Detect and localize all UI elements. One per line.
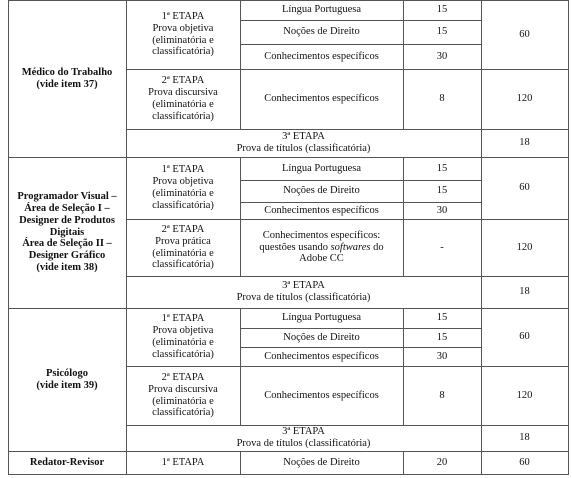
etapa-3-label: 3ª ETAPA Prova de títulos (classificatória) — [236, 131, 371, 154]
row-divider — [240, 20, 482, 21]
questoes-cell: 20 — [436, 456, 448, 468]
column-divider — [403, 308, 404, 425]
disciplina-cell — [240, 219, 403, 276]
row-divider — [126, 276, 569, 277]
row-divider — [240, 202, 482, 203]
cargo-name: Redator-Revisor — [29, 456, 105, 468]
etapa-2-label: 2ª ETAPA Prova discursiva (eliminatória e classificatória) — [148, 75, 218, 122]
column-divider — [240, 0, 241, 129]
questoes-cell: 30 — [436, 50, 448, 62]
questoes-cell: 30 — [436, 204, 448, 216]
cargo-name: Psicólogo (vide item 39) — [36, 367, 98, 391]
etapa-2-label: 2ª ETAPA Prova discursiva (eliminatória e classificatória) — [148, 371, 218, 419]
left-border — [8, 0, 9, 475]
row-divider — [126, 129, 569, 130]
etapa-3-label: 3ª ETAPA Prova de títulos (classificatória) — [236, 426, 371, 449]
disciplina-text-emphasis: softwares — [330, 241, 371, 253]
disciplina-text-start: Conhecimentos específicos: questões usando — [259, 229, 381, 253]
top-border — [8, 0, 569, 1]
questoes-cell: 8 — [439, 389, 445, 401]
bottom-border — [8, 474, 569, 475]
row-divider — [126, 425, 569, 426]
questoes-cell: - — [440, 241, 444, 253]
disciplina-cell: Língua Portuguesa — [281, 312, 362, 324]
column-divider — [481, 0, 482, 157]
column-divider — [481, 157, 482, 308]
questoes-cell: 15 — [436, 331, 448, 343]
column-divider — [240, 308, 241, 425]
questoes-cell: 15 — [436, 162, 448, 174]
column-divider — [240, 451, 241, 475]
disciplina-text-end: do Adobe CC — [299, 241, 384, 265]
tempo-cell: 18 — [519, 286, 530, 298]
tempo-cell: 60 — [519, 331, 530, 343]
disciplina-cell: Conhecimentos específicos — [264, 93, 379, 105]
column-divider — [403, 451, 404, 475]
disciplina-cell: Conhecimentos específicos — [264, 50, 379, 62]
questoes-cell: 15 — [436, 4, 448, 16]
row-divider — [126, 69, 569, 70]
tempo-cell: 60 — [519, 182, 530, 194]
row-divider — [126, 366, 569, 367]
disciplina-cell: Conhecimentos específicos — [264, 350, 379, 362]
row-divider — [240, 328, 482, 329]
etapa-1-label: 1ª ETAPA Prova objetiva (eliminatória e classificatória) — [152, 10, 214, 58]
column-divider — [403, 0, 404, 129]
cargo-name: Programador Visual – Área de Seleção I – Designer de Produtos Digitais Área de Seleção II – Designer Gráfico (vide item 38) — [17, 191, 117, 273]
column-divider — [403, 157, 404, 276]
etapa-1-label: 1ª ETAPA Prova objetiva (eliminatória e classificatória) — [152, 164, 214, 211]
tempo-cell: 60 — [519, 456, 530, 468]
tempo-cell: 120 — [516, 389, 533, 401]
questoes-cell: 30 — [436, 350, 448, 362]
row-divider — [240, 180, 482, 181]
etapa-1-label: 1ª ETAPA Prova objetiva (eliminatória e classificatória) — [152, 313, 214, 360]
questoes-cell: 8 — [439, 93, 445, 105]
column-divider — [240, 157, 241, 276]
disciplina-cell: Noções de Direito — [283, 26, 360, 38]
disciplina-cell: Língua Portuguesa — [281, 4, 362, 16]
column-divider — [481, 308, 482, 451]
questoes-cell: 15 — [436, 185, 448, 197]
row-divider — [240, 347, 482, 348]
disciplina-cell: Conhecimentos específicos — [264, 204, 379, 216]
disciplina-cell: Conhecimentos específicos — [264, 389, 379, 401]
disciplina-cell: Noções de Direito — [283, 456, 360, 468]
column-divider — [481, 451, 482, 475]
cargo-column-border — [126, 0, 127, 475]
disciplina-text — [259, 230, 383, 265]
questoes-cell: 15 — [436, 312, 448, 324]
row-divider — [126, 219, 569, 220]
disciplina-cell: Noções de Direito — [283, 185, 360, 197]
disciplina-cell: Noções de Direito — [283, 331, 360, 343]
right-border — [568, 0, 569, 475]
disciplina-cell: Língua Portuguesa — [281, 162, 362, 174]
tempo-cell: 120 — [516, 93, 533, 105]
cargo-name: Médico do Trabalho (vide item 37) — [21, 66, 113, 90]
tempo-cell: 18 — [519, 137, 530, 149]
tempo-cell: 18 — [519, 432, 530, 444]
row-divider — [240, 44, 482, 45]
questoes-cell: 15 — [436, 26, 448, 38]
tempo-cell: 60 — [519, 28, 530, 40]
etapa-1-label: 1ª ETAPA — [161, 456, 205, 468]
etapa-3-label: 3ª ETAPA Prova de títulos (classificatória) — [236, 280, 371, 303]
tempo-cell: 120 — [516, 241, 533, 253]
etapa-2-label: 2ª ETAPA Prova prática (eliminatória e classificatória) — [152, 223, 214, 271]
